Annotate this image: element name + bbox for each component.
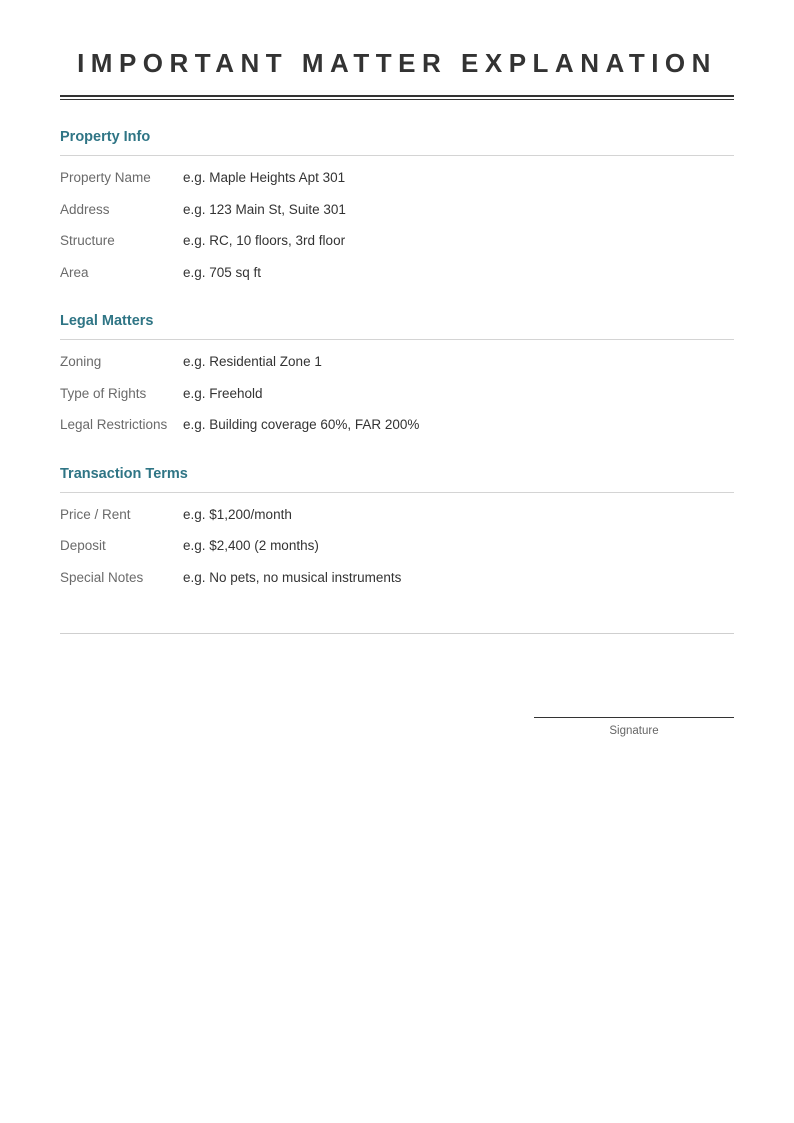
field-row-area [60, 263, 734, 295]
field-label: Property Name [60, 170, 151, 185]
field-row-zoning [60, 352, 734, 384]
signature-label: Signature [609, 725, 659, 737]
field-row-deposit [60, 536, 734, 568]
field-label: Type of Rights [60, 385, 147, 401]
field-row-legal-restrictions [60, 415, 734, 447]
legal-matters-fields [60, 352, 734, 447]
field-label: Address [60, 201, 110, 217]
field-row-structure [60, 231, 734, 263]
field-value: e.g. Residential Zone 1 [183, 354, 322, 369]
field-value: e.g. $1,200/month [183, 506, 292, 522]
field-row-property-name [60, 168, 734, 200]
field-label: Legal Restrictions [60, 417, 168, 432]
field-row-price-rent [60, 505, 734, 537]
section-property-info [60, 127, 734, 294]
field-row-special-notes [60, 568, 734, 600]
content-end-divider [60, 633, 734, 634]
signature-line [534, 717, 734, 718]
section-heading-legal-matters: Legal Matters [60, 311, 734, 340]
signature-block [534, 717, 734, 737]
field-value: e.g. 123 Main St, Suite 301 [183, 201, 346, 217]
field-label: Zoning [60, 354, 102, 369]
field-value: e.g. $2,400 (2 months) [183, 538, 319, 553]
transaction-terms-fields [60, 505, 734, 600]
section-transaction-terms [60, 464, 734, 600]
field-value: e.g. Maple Heights Apt 301 [183, 170, 346, 185]
field-value: e.g. 705 sq ft [183, 264, 262, 280]
field-label: Special Notes [60, 569, 144, 585]
field-value: e.g. Building coverage 60%, FAR 200% [183, 417, 420, 432]
field-row-type-of-rights [60, 384, 734, 416]
document-title: IMPORTANT MATTER EXPLANATION [77, 48, 717, 78]
title-double-rule [60, 95, 734, 100]
field-label: Price / Rent [60, 506, 131, 522]
document-page [60, 0, 734, 737]
field-value: e.g. No pets, no musical instruments [183, 569, 402, 585]
section-legal-matters [60, 311, 734, 447]
property-info-fields [60, 168, 734, 294]
field-label: Deposit [60, 538, 106, 553]
section-heading-property-info: Property Info [60, 127, 734, 156]
section-heading-transaction-terms: Transaction Terms [60, 464, 734, 493]
field-label: Structure [60, 233, 115, 248]
field-value: e.g. RC, 10 floors, 3rd floor [183, 233, 346, 248]
field-label: Area [60, 264, 89, 280]
field-value: e.g. Freehold [183, 385, 263, 401]
field-row-address [60, 200, 734, 232]
